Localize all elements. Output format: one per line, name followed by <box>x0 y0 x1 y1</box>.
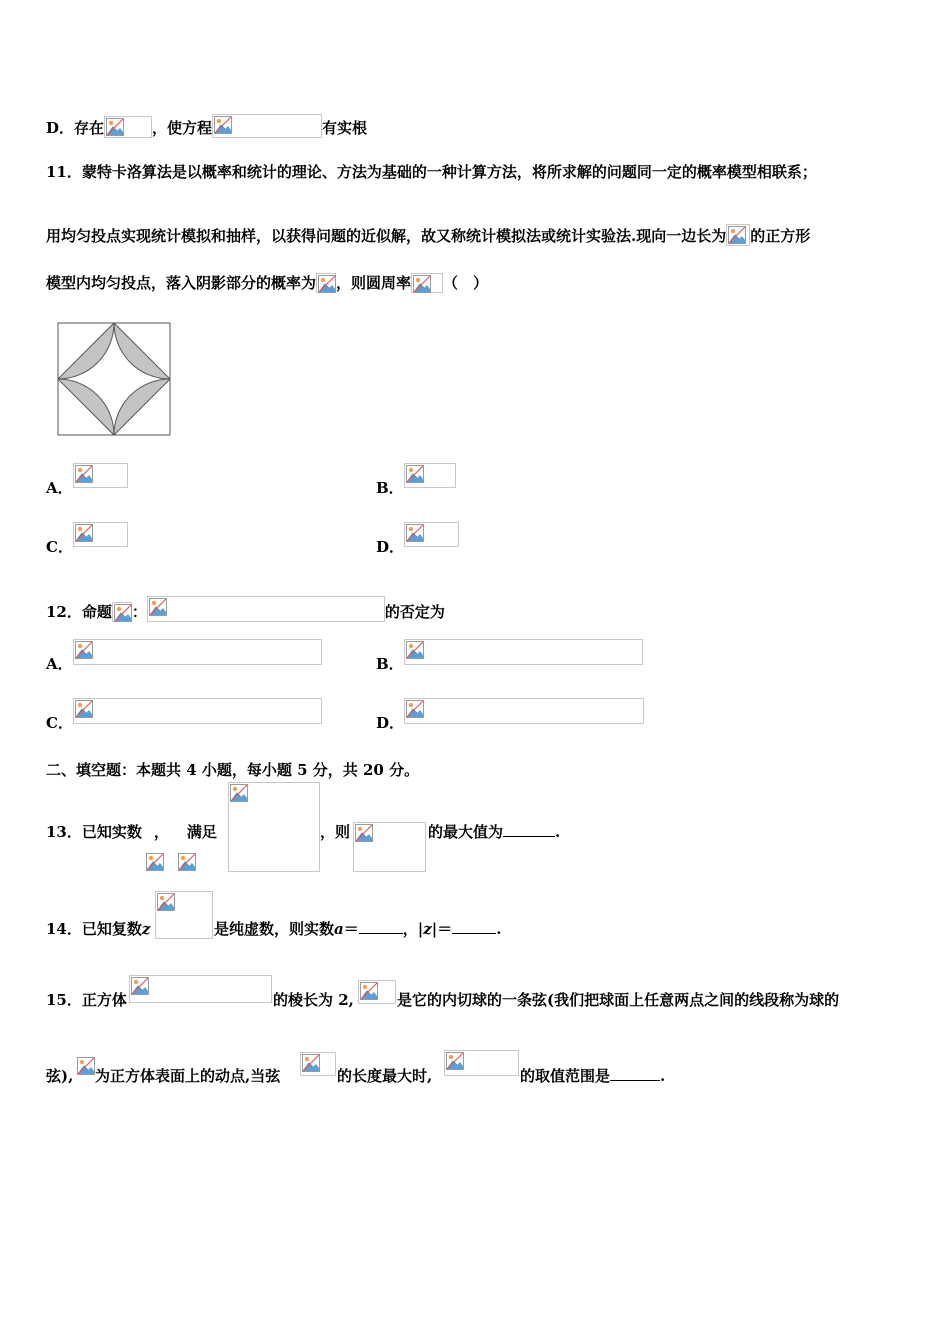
q14-sep: ， <box>402 920 418 938</box>
broken-image-icon <box>73 698 322 724</box>
q10-d-label: D． <box>46 119 75 137</box>
q11-option-d-label: D． <box>376 538 405 556</box>
broken-image-icon <box>316 273 336 293</box>
q12-pre: 12．命题 <box>46 603 112 621</box>
q13-end: . <box>555 823 561 841</box>
q12-option-a[interactable] <box>46 654 73 674</box>
q11-option-c[interactable] <box>46 537 73 557</box>
q15-line2-mid1: 为正方体表面上的动点,当弦 <box>95 1067 281 1085</box>
q14-end: . <box>496 920 502 938</box>
q11-line3 <box>46 273 488 293</box>
q11-line1: 11．蒙特卡洛算法是以概率和统计的理论、方法为基础的一种计算方法，将所求解的问题同一定的概率模型相联系； <box>46 163 817 181</box>
broken-image-icon <box>444 1050 519 1076</box>
broken-image-icon <box>73 639 322 665</box>
q15-line2-mid2: 的长度最大时, <box>337 1067 433 1085</box>
q14-stem <box>46 919 150 939</box>
broken-image-icon <box>404 463 456 488</box>
answer-blank[interactable] <box>610 1066 660 1081</box>
broken-image-icon <box>112 602 132 622</box>
q14-tail <box>214 919 501 939</box>
q11-option-b[interactable] <box>376 478 404 498</box>
q13-pre: 13．已知实数 <box>46 823 142 841</box>
q12-stem <box>46 596 445 622</box>
q13-stem <box>46 822 217 842</box>
q14-eq: ＝ <box>343 920 359 938</box>
section-title: 二、填空题：本题共 4 小题，每小题 5 分，共 20 分。 <box>46 761 420 779</box>
q13-tail <box>428 822 560 842</box>
q14-var-z: z <box>141 920 151 938</box>
q11-line3-post: （ ） <box>443 274 489 292</box>
broken-image-icon <box>129 975 272 1003</box>
broken-image-icon <box>76 1056 94 1076</box>
broken-image-icon <box>358 980 396 1004</box>
broken-image-icon <box>73 522 128 547</box>
q12-option-b-label: B． <box>376 655 404 673</box>
q15-stem: 15．正方体 <box>46 991 127 1009</box>
q12-option-a-label: A． <box>46 655 73 673</box>
answer-blank[interactable] <box>359 919 403 934</box>
q10-d-mid: ，使方程 <box>152 119 213 137</box>
broken-image-icon <box>404 698 644 724</box>
q15-line2-tail <box>520 1066 665 1086</box>
q11-option-d[interactable] <box>376 537 404 557</box>
q15-line2-pre: 弦), <box>46 1067 74 1085</box>
q11-line2 <box>46 224 810 246</box>
broken-image-icon <box>73 463 128 488</box>
q12-colon: ： <box>131 603 147 621</box>
q14-pre: 14．已知复数 <box>46 920 142 938</box>
q11-line3-pre: 模型内均匀投点，落入阴影部分的概率为 <box>46 274 317 292</box>
broken-image-icon <box>353 822 426 872</box>
q11-line2-pre: 用均匀投点实现统计模拟和抽样，以获得问题的近似解，故又称统计模拟法或统计实验法.现向一边长为 <box>46 227 727 245</box>
broken-image-icon <box>104 116 152 138</box>
broken-image-icon <box>155 891 213 939</box>
q13-post: 的最大值为 <box>428 823 504 841</box>
q15-mid1: 的棱长为 2, <box>273 991 354 1009</box>
q12-option-d-label: D． <box>376 714 405 732</box>
q14-abs-z: |z| <box>417 920 438 938</box>
q13-then: ，则 <box>320 823 351 841</box>
broken-image-icon <box>177 852 195 872</box>
q12-option-b[interactable] <box>376 654 404 674</box>
broken-image-icon <box>300 1052 336 1076</box>
q15-line2-post: 的取值范围是 <box>520 1067 611 1085</box>
broken-image-icon <box>147 596 385 622</box>
q11-line3-mid: ，则圆周率 <box>336 274 412 292</box>
q14-mid: 是纯虚数，则实数 <box>214 920 335 938</box>
q11-option-b-label: B． <box>376 479 404 497</box>
broken-image-icon <box>145 852 163 872</box>
answer-blank[interactable] <box>452 919 496 934</box>
broken-image-icon <box>212 114 322 138</box>
q12-option-c[interactable] <box>46 713 73 733</box>
q12-option-c-label: C． <box>46 714 73 732</box>
q12-post: 的否定为 <box>384 603 445 621</box>
q11-line2-post: 的正方形 <box>750 227 811 245</box>
broken-image-icon <box>404 522 459 547</box>
q10-d-post: 有实根 <box>322 119 368 137</box>
broken-image-icon <box>228 782 320 872</box>
answer-blank[interactable] <box>503 822 555 837</box>
q14-var-a: a <box>334 920 344 938</box>
square-arcs-figure <box>57 322 171 436</box>
q11-option-a[interactable] <box>46 478 73 498</box>
q15-end: . <box>660 1067 666 1085</box>
q12-option-d[interactable] <box>376 713 404 733</box>
q11-option-a-label: A． <box>46 479 73 497</box>
q15-mid2: 是它的内切球的一条弦(我们把球面上任意两点之间的线段称为球的 <box>397 991 840 1009</box>
q13-satisfy: 满足 <box>186 823 217 841</box>
broken-image-icon <box>411 273 443 293</box>
q13-comma: ， <box>153 823 169 841</box>
q10-d-pre: 存在 <box>74 119 105 137</box>
q10-option-d <box>46 114 367 138</box>
q14-eq2: ＝ <box>437 920 453 938</box>
q11-option-c-label: C． <box>46 538 73 556</box>
broken-image-icon <box>404 639 643 665</box>
broken-image-icon <box>726 224 750 246</box>
